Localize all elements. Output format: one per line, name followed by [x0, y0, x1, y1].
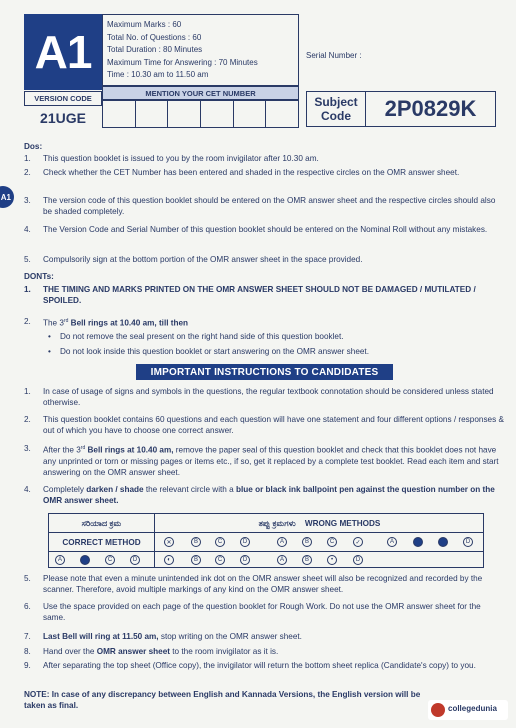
- option-circle: D: [240, 537, 250, 547]
- option-circle: A: [55, 555, 65, 565]
- subject-code-box: [306, 91, 496, 127]
- cet-cell[interactable]: [201, 101, 234, 127]
- option-circle: D: [353, 555, 363, 565]
- logo-icon: [431, 703, 445, 717]
- option-circle: B: [302, 555, 312, 565]
- cet-cell[interactable]: [234, 101, 267, 127]
- subject-code-label: Subject Code: [307, 92, 366, 126]
- donts-title: DONTs:: [24, 272, 54, 281]
- watermark-logo: [428, 700, 508, 720]
- option-circle: B: [191, 555, 201, 565]
- filled-circle: [438, 537, 448, 547]
- cet-cell[interactable]: [168, 101, 201, 127]
- discrepancy-note: NOTE: In case of any discrepancy between English and Kannada Versions, the English version will be taken as final.: [24, 690, 421, 711]
- total-duration: Total Duration : 80 Minutes: [107, 45, 203, 55]
- exam-info-box: [102, 14, 299, 86]
- option-circle: B: [191, 537, 201, 547]
- serial-number-label: Serial Number :: [306, 51, 362, 60]
- dos-title: Dos:: [24, 142, 43, 151]
- marking-method-table: [48, 513, 484, 568]
- cet-number-label: MENTION YOUR CET NUMBER: [102, 86, 299, 100]
- option-circle: D: [240, 555, 250, 565]
- correct-method-label: CORRECT METHOD: [62, 538, 141, 547]
- donts-bullet: • Do not remove the seal present on the right hand side of this question booklet.: [48, 332, 344, 341]
- cet-cell[interactable]: [266, 101, 298, 127]
- option-circle: C: [215, 537, 225, 547]
- option-circle: A: [277, 555, 287, 565]
- wrong-methods-header: ತಪ್ಪು ಕ್ರಮಗಳು WRONG METHODS: [258, 519, 381, 528]
- dot-circle: •: [327, 555, 337, 565]
- option-circle: C: [105, 555, 115, 565]
- option-circle: C: [327, 537, 337, 547]
- option-circle: C: [215, 555, 225, 565]
- option-circle: A: [277, 537, 287, 547]
- version-code-label: VERSION CODE: [24, 91, 102, 106]
- half-shaded-circle: ◐: [164, 555, 174, 565]
- filled-circle: [80, 555, 90, 565]
- cet-number-cells[interactable]: [102, 100, 299, 128]
- version-badge: A1: [24, 14, 102, 90]
- option-circle: D: [463, 537, 473, 547]
- cet-cell[interactable]: [136, 101, 169, 127]
- logo-text: collegedunia: [448, 704, 497, 713]
- wrong-cross-mark: ✕: [164, 537, 174, 547]
- side-tab: A1: [0, 186, 14, 208]
- option-circle: B: [302, 537, 312, 547]
- option-circle: A: [387, 537, 397, 547]
- version-code-value: 21UGE: [40, 110, 86, 126]
- max-marks: Maximum Marks : 60: [107, 20, 182, 29]
- option-circle: D: [130, 555, 140, 565]
- exam-time: Time : 10.30 am to 11.50 am: [107, 70, 209, 80]
- subject-code-value: 2P0829K: [384, 96, 477, 121]
- filled-circle: [413, 537, 423, 547]
- important-instructions-banner: IMPORTANT INSTRUCTIONS TO CANDIDATES: [136, 364, 393, 380]
- donts-bullet: • Do not look inside this question booklet or start answering on the OMR answer sheet.: [48, 347, 369, 356]
- wrong-tick-mark: ✓: [353, 537, 363, 547]
- total-questions: Total No. of Questions : 60: [107, 32, 202, 42]
- answer-time: Maximum Time for Answering : 70 Minutes: [107, 57, 258, 67]
- cet-cell[interactable]: [103, 101, 136, 127]
- kannada-correct-label: ಸರಿಯಾದ ಕ್ರಮ: [81, 519, 122, 528]
